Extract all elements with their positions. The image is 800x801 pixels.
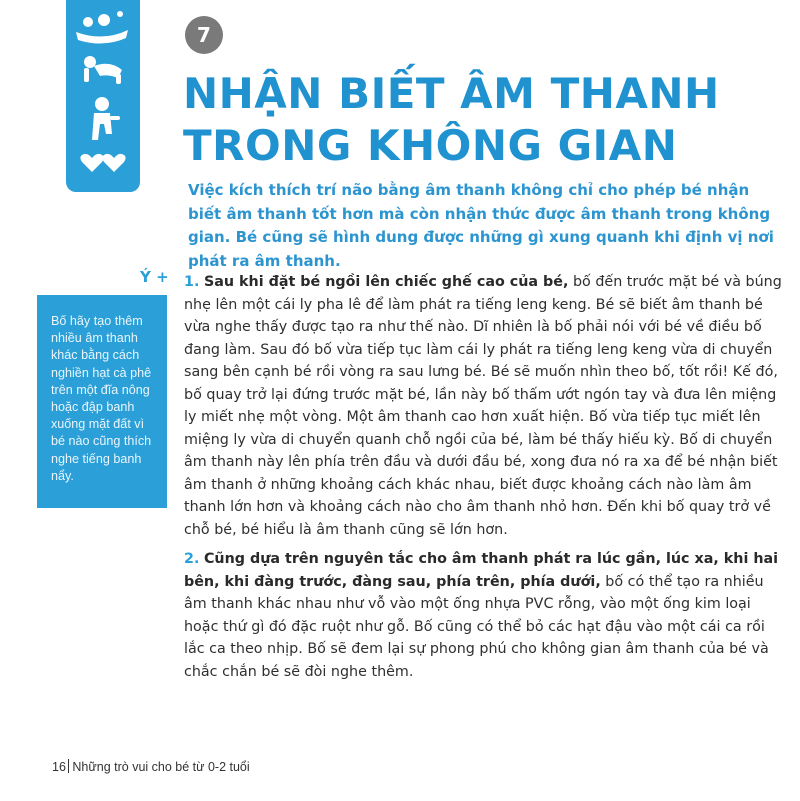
- page-number: 16: [52, 760, 66, 774]
- title-line-1: NHẬN BIẾT ÂM THANH: [183, 69, 720, 118]
- baby-bathing-icon: [76, 11, 128, 44]
- intro-paragraph: Việc kích thích trí não bằng âm thanh không chỉ cho phép bé nhận biết âm thanh tốt hơn mà còn nhận thức được âm thanh trong không gian. Bé cũng sẽ hình dung được những gì xung quanh khi định vị nơi phát ra âm thanh.: [188, 181, 774, 270]
- hearts-icon: [80, 154, 125, 172]
- step-lead: Cũng dựa trên nguyên tắc cho âm thanh phát ra lúc gần, lúc xa, khi hai bên, khi đàng trước, đàng sau, phía trên, phía dưới,: [184, 551, 779, 590]
- tip-box: Bố hãy tạo thêm nhiều âm thanh khác bằng cách nghiền hạt cà phê trên một đĩa nông hoặc đập banh xuống mặt đất vì bé nào cũng thích nghe tiếng banh nẩy.: [37, 295, 167, 508]
- page-footer: [52, 759, 250, 774]
- step-paragraph-2: [184, 548, 784, 683]
- baby-standing-icon: [92, 97, 120, 140]
- book-title: Những trò vui cho bé từ 0-2 tuổi: [72, 760, 250, 774]
- step-number: 1.: [184, 274, 200, 290]
- title-line-2: TRONG KHÔNG GIAN: [183, 121, 678, 170]
- step-lead: Sau khi đặt bé ngồi lên chiếc ghế cao của bé,: [203, 274, 569, 290]
- chapter-number-badge: 7: [185, 16, 223, 54]
- step-paragraph-1: [184, 271, 784, 541]
- page-title: [183, 68, 783, 172]
- tip-label: Ý +: [140, 268, 169, 286]
- baby-crawling-icon: [84, 56, 122, 84]
- chapter-side-tab: [66, 0, 140, 192]
- step-body: bố có thể tạo ra nhiều âm thanh khác nhau như vỗ vào một ống nhựa PVC rỗng, vào một ống kim loại hoặc thứ gì đó đặc ruột như gỗ. Bố cũng có thể bỏ các hạt đậu vào một cái ca rồi lắc ca theo nhịp. Bố sẽ đem lại sự phong phú cho không gian âm thanh của bé và chắc chắn bé sẽ đòi nghe thêm.: [184, 573, 769, 680]
- step-number: 2.: [184, 551, 200, 567]
- step-body: bố đến trước mặt bé và búng nhẹ lên một cái ly pha lê để làm phát ra tiếng leng keng. Bé sẽ biết âm thanh bé vừa nghe thấy được tạo ra như thế nào. Dĩ nhiên là bố phải nói với bé về điều bố đang làm. Sau đó bố vừa tiếp tục làm cái ly phát ra tiếng leng keng vừa di chuyển sang bên cạnh bé rồi vòng ra sau lưng bé. Bé sẽ muốn nhìn theo bố, tốt rồi! Kế đó, bố quay trở lại đứng trước mặt bé, lần này bố thấm ướt ngón tay và đưa lên miệng ly miết nhẹ một vòng. Một âm thanh cao hơn xuất hiện. Bố vừa tiếp tục miết lên miệng ly vừa di chuyển quanh chỗ ngồi của bé, làm bé thấy hiếu kỳ. Bố di chuyển âm thanh này lên phía trên đầu và dưới đầu bé, xong đưa nó ra xa để bé nhận biết âm thanh ở những khoảng cách khác nhau, biết được khoảng cách nào làm âm thanh lớn hơn và khoảng cách nào cho âm thanh nhỏ hơn. Đến khi bố quay trở về chỗ bé, bé hiểu là âm thanh cũng sẽ lớn hơn.: [184, 274, 782, 538]
- footer-divider: [68, 759, 70, 773]
